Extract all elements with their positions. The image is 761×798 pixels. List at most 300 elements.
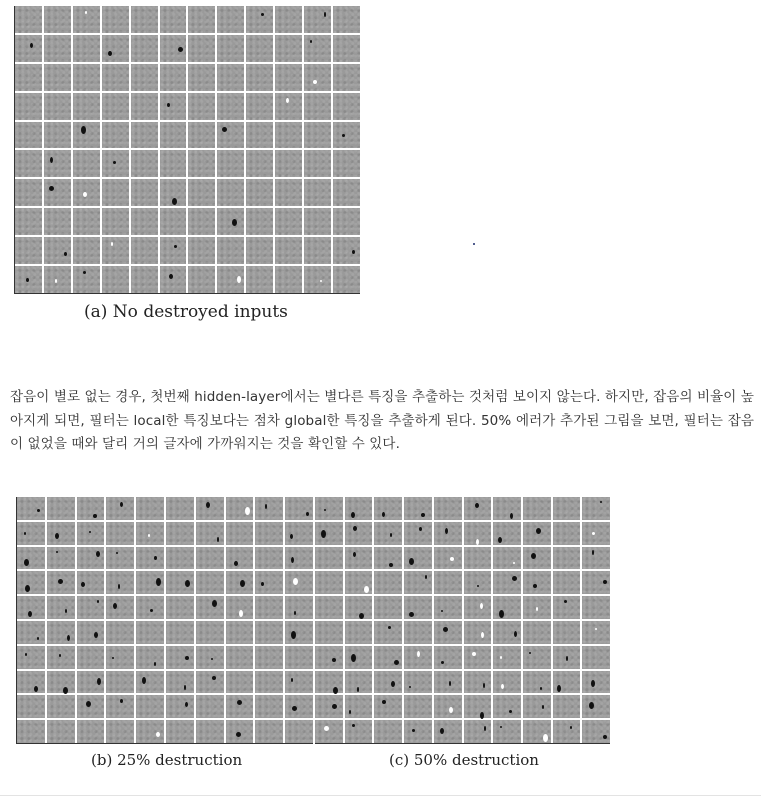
filter-tile [196,547,224,570]
filter-blob [291,557,294,563]
filter-tile [523,646,551,669]
filter-blob [111,242,113,246]
filter-tile [47,497,75,520]
filter-tile [44,150,71,177]
filter-tile [102,122,129,149]
filter-tile [315,571,343,594]
filter-tile [77,671,105,694]
filter-blob [206,502,210,508]
filter-tile [106,720,134,743]
filter-blob [232,219,237,226]
filter-blob [591,680,595,687]
filter-tile [333,179,360,206]
filter-tile [226,671,254,694]
filter-tile [404,646,432,669]
filter-blob [351,654,356,662]
filter-blob [512,576,517,581]
filter-tile [434,497,462,520]
filter-tile [434,522,462,545]
filter-tile [226,547,254,570]
filter-blob [498,537,502,543]
filter-tile [196,720,224,743]
filter-blob [156,578,161,586]
figure-caption-a: (a) No destroyed inputs [84,302,288,322]
filter-tile [285,646,313,669]
filter-blob [353,552,356,557]
filter-tile [17,646,45,669]
filter-blob [357,687,359,692]
filter-tile [160,179,187,206]
filter-blob [603,735,607,739]
filter-tile [73,266,100,293]
filter-blob [499,610,504,618]
filter-tile [102,64,129,91]
filter-blob [313,80,317,84]
filter-tile [47,646,75,669]
filter-tile [246,237,273,264]
filter-tile [246,6,273,33]
filter-tile [188,122,215,149]
filter-tile [17,522,45,545]
filter-tile [47,522,75,545]
filter-tile [553,497,581,520]
figure-caption-c: (c) 50% destruction [389,751,539,769]
filter-tile [77,547,105,570]
filter-tile [246,150,273,177]
filter-blob [440,728,444,734]
filter-tile [77,646,105,669]
filter-blob [306,512,309,516]
filter-tile [315,646,343,669]
filter-tile [226,596,254,619]
filter-blob [83,192,87,197]
filter-blob [120,699,123,703]
filter-tile [315,621,343,644]
filter-tile [255,497,283,520]
filter-tile [333,64,360,91]
filter-blob [475,503,479,508]
filter-blob [388,626,391,629]
filter-blob [324,726,329,731]
filter-tile [15,237,42,264]
filter-tile [136,671,164,694]
filter-blob [417,651,420,657]
filter-blob [58,579,63,584]
filter-tile [47,695,75,718]
filter-tile [188,35,215,62]
filter-tile [160,208,187,235]
filter-blob [382,700,386,704]
filter-tile [166,547,194,570]
filter-tile [275,122,302,149]
filter-tile [131,208,158,235]
filter-tile [188,208,215,235]
filter-blob [412,729,415,732]
filter-tile [226,646,254,669]
filter-tile [333,208,360,235]
filter-blob [261,582,264,586]
filter-tile [304,64,331,91]
filter-tile [345,671,373,694]
filter-blob [476,539,479,545]
filter-blob [351,512,355,518]
filter-blob [510,513,513,519]
filter-tile [404,671,432,694]
filter-tile [15,6,42,33]
filter-tile [275,208,302,235]
filter-tile [404,596,432,619]
filter-blob [321,530,326,538]
filter-tile [217,237,244,264]
filter-tile [553,522,581,545]
filter-tile [493,671,521,694]
filter-tile [166,720,194,743]
filter-tile [434,720,462,743]
filter-tile [333,150,360,177]
filter-tile [275,179,302,206]
filter-tile [166,497,194,520]
filter-tile [136,522,164,545]
filter-tile [374,596,402,619]
filter-tile [553,720,581,743]
filter-tile [582,695,610,718]
filter-blob [291,631,296,639]
filter-tile [226,695,254,718]
filter-tile [77,720,105,743]
filter-tile [523,497,551,520]
filter-tile [434,671,462,694]
filter-blob [150,609,153,612]
filter-blob [89,531,91,533]
filter-tile [434,695,462,718]
filter-blob [286,98,289,103]
filter-tile [275,237,302,264]
filter-blob [390,533,392,537]
filter-tile [246,208,273,235]
filter-tile [44,179,71,206]
filter-tile [315,547,343,570]
filter-tile [523,720,551,743]
filter-tile [493,621,521,644]
filter-blob [178,47,183,52]
filter-blob [566,656,568,661]
filter-tile [106,621,134,644]
filter-tile [73,35,100,62]
filter-tile [464,621,492,644]
filter-tile [304,150,331,177]
filter-tile [374,720,402,743]
filter-tile [131,6,158,33]
filter-tile [315,695,343,718]
filter-blob [86,701,91,707]
filter-tile [275,93,302,120]
filter-tile [73,122,100,149]
filter-blob [156,732,160,737]
filter-blob [500,656,502,659]
filter-tile [136,547,164,570]
filter-tile [304,6,331,33]
filter-tile [582,671,610,694]
filter-tile [464,596,492,619]
filter-tile [553,646,581,669]
filter-tile [77,695,105,718]
filter-tile [136,695,164,718]
filter-blob [24,559,29,566]
filter-tile [17,621,45,644]
filter-blob [118,584,120,589]
filter-tile [345,571,373,594]
filter-tile [345,646,373,669]
filter-blob [148,534,150,537]
filter-tile [136,497,164,520]
filter-tile [47,671,75,694]
filter-tile [44,64,71,91]
filter-blob [557,685,561,692]
filter-blob [359,613,364,619]
filter-tile [188,64,215,91]
filter-blob [112,657,114,659]
filter-tile [73,150,100,177]
filter-tile [275,150,302,177]
filter-tile [315,522,343,545]
filter-tile [188,6,215,33]
filter-tile [106,671,134,694]
filter-tile [285,720,313,743]
filter-tile [285,621,313,644]
filter-blob [222,127,227,132]
filter-tile [333,266,360,293]
filter-tile [166,522,194,545]
filter-blob [291,678,293,682]
filter-tile [217,6,244,33]
filter-tile [275,6,302,33]
filter-tile [15,122,42,149]
filter-tile [255,596,283,619]
filter-blob [293,578,298,585]
filter-tile [246,64,273,91]
filter-tile [333,237,360,264]
filter-tile [131,122,158,149]
filter-blob [542,705,544,709]
filter-tile [304,208,331,235]
filter-blob [450,557,454,561]
filter-tile [160,237,187,264]
filter-tile [374,695,402,718]
filter-tile [44,266,71,293]
filter-tile [136,571,164,594]
filter-tile [15,93,42,120]
filter-tile [464,547,492,570]
filter-tile [553,547,581,570]
filter-blob [185,702,188,707]
filter-tile [17,671,45,694]
filter-tile [136,720,164,743]
filter-blob [421,513,425,517]
filter-tile [47,596,75,619]
filter-tile [404,621,432,644]
filter-tile [226,720,254,743]
filter-blob [97,600,99,603]
filter-blob [50,157,53,163]
filter-tile [17,547,45,570]
filter-tile [160,266,187,293]
filter-tile [255,547,283,570]
filter-tile [404,571,432,594]
filter-tile [73,93,100,120]
filter-tile [217,150,244,177]
filter-blob [294,611,296,615]
filter-tile [464,497,492,520]
filter-blob [234,561,238,566]
filter-blob [154,556,157,560]
filter-blob [570,726,572,729]
filter-blob [536,607,538,611]
filter-tile [345,522,373,545]
filter-tile [102,6,129,33]
filter-blob [364,586,369,593]
filter-tile [47,571,75,594]
filter-tile [493,522,521,545]
filter-blob [500,726,502,728]
filter-tile [106,571,134,594]
filter-blob [425,575,427,579]
filter-tile [15,179,42,206]
filter-blob [113,603,117,609]
filter-tile [333,6,360,33]
filter-blob [55,533,59,539]
filter-blob [37,509,40,512]
filter-tile [188,266,215,293]
filter-blob [142,677,146,684]
filter-tile [73,6,100,33]
stray-dot [473,243,475,245]
filter-tile [434,571,462,594]
filter-tile [255,522,283,545]
filter-blob [483,683,485,688]
filter-tile [464,646,492,669]
filter-tile [246,35,273,62]
filter-tile [17,571,45,594]
filter-tile [102,208,129,235]
filter-tile [166,571,194,594]
filter-tile [374,646,402,669]
filter-tile [188,150,215,177]
filter-blob [56,551,58,553]
filter-blob [353,526,357,531]
filter-tile [285,497,313,520]
filter-tile [553,596,581,619]
filter-blob [185,656,189,660]
filter-tile [188,237,215,264]
filter-blob [30,43,33,48]
filter-tile [275,35,302,62]
filter-tile [196,571,224,594]
filter-tile [553,695,581,718]
filter-blob [108,51,112,56]
filter-tile [255,621,283,644]
filter-tile [523,596,551,619]
filter-tile [333,35,360,62]
filter-tile [255,646,283,669]
filter-blob [449,707,453,713]
filter-tile [196,522,224,545]
filter-blob [261,13,264,16]
filter-blob [382,512,385,517]
filter-tile [102,35,129,62]
filter-blob [514,631,517,637]
filter-tile [304,266,331,293]
filter-tile [217,93,244,120]
filter-blob [185,580,190,587]
filter-tile [102,266,129,293]
filter-tile [226,621,254,644]
filter-blob [531,553,536,559]
filter-tile [102,93,129,120]
filter-blob [25,585,30,592]
filter-tile [345,720,373,743]
filter-tile [106,596,134,619]
filter-tile [166,621,194,644]
filter-tile [106,646,134,669]
bottom-divider [0,795,761,796]
filter-blob [481,632,484,638]
filter-tile [523,671,551,694]
filter-tile [464,720,492,743]
filter-tile [160,6,187,33]
filter-tile [285,695,313,718]
filter-blob [85,11,87,14]
filter-blob [310,40,312,43]
filter-tile [285,522,313,545]
filter-tile [73,179,100,206]
filter-blob [169,274,173,279]
filter-blob [324,12,326,17]
filter-tile [255,671,283,694]
filter-tile [102,237,129,264]
filter-tile [255,695,283,718]
filter-blob [533,584,537,588]
filter-tile [226,522,254,545]
filter-blob [237,700,242,705]
filter-tile [15,35,42,62]
filter-tile [464,695,492,718]
filter-tile [77,497,105,520]
filter-blob [352,250,355,254]
filter-tile [304,122,331,149]
filter-tile [553,571,581,594]
filter-tile [196,671,224,694]
filter-tile [493,695,521,718]
filter-blob [332,704,337,709]
filter-tile [345,695,373,718]
filter-blob [513,562,515,564]
filter-tile [131,266,158,293]
filter-tile [160,93,187,120]
filter-tile [47,547,75,570]
filter-blob [509,710,512,713]
filter-blob [352,724,355,727]
filter-tile [304,237,331,264]
filter-grid-25-destruction [16,497,313,744]
filter-blob [240,580,245,587]
filter-tile [255,720,283,743]
filter-tile [553,621,581,644]
filter-tile [523,547,551,570]
filter-blob [81,126,86,134]
filter-blob [59,654,61,657]
filter-tile [333,122,360,149]
filter-tile [106,497,134,520]
